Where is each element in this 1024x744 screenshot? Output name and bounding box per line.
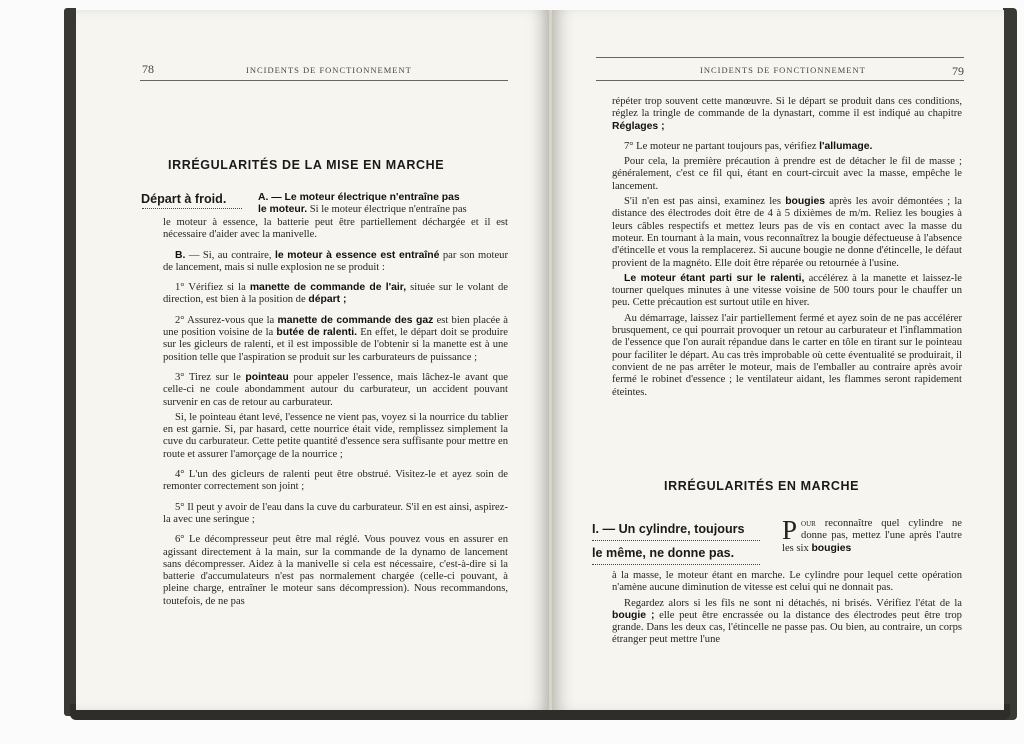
paragraph-i-head xyxy=(782,515,962,558)
i-p2a: Regardez alors si les fils ne sont ni détachés, ni brisés. Vérifiez l'état de la xyxy=(624,597,962,609)
header-rule-right xyxy=(596,80,964,81)
p2-bold1: manette de commande des gaz xyxy=(277,314,434,326)
p2-b: est bien placée à une position voisine de la xyxy=(163,314,508,339)
p1-bold1: manette de commande de l'air, xyxy=(249,282,407,294)
book-cover-right-edge xyxy=(1003,8,1017,720)
side-title-cylindre-2: le même, ne donne pas. xyxy=(592,546,735,560)
i-sc: our xyxy=(801,518,816,529)
a-text: Si le moteur électrique n'entraîne pas xyxy=(307,204,467,216)
p7-c1: S'il n'en est pas ainsi, examinez les xyxy=(624,196,786,208)
p2-a: 2° Assurez-vous que la xyxy=(175,314,278,326)
paragraph-7c xyxy=(612,196,962,270)
p7-a: 7° Le moteur ne partant toujours pas, vérifiez xyxy=(624,140,820,152)
bold-b: le moteur à essence est entraîné xyxy=(274,249,440,261)
i-text1: reconnaître quel cylindre ne donne pas, mettez l'une après l'autre les six xyxy=(782,518,962,554)
bold-a-label2: le moteur. xyxy=(258,204,308,216)
p1-b: située sur le volant de direction, est bien à la position de xyxy=(163,282,508,306)
header-rule-left xyxy=(140,80,508,81)
bold-a-label: A. — Le moteur électrique n'entraîne pas xyxy=(258,192,460,203)
page-number-left: 78 xyxy=(142,62,154,76)
continuation-paragraph xyxy=(612,96,962,133)
i-bold: bougies xyxy=(811,542,852,554)
i-p2b: elle peut être encrassée ou la distance des électrodes peut être trop grande. Dans les deux cas, l'étincelle ne passe pas. Ou bien, au contraire, un corps étranger peut mettre l'une xyxy=(612,609,962,646)
header-rule-right-top xyxy=(596,57,964,58)
paragraph-2 xyxy=(163,315,508,364)
p8-text: accélérez à la manette et laissez-le tourner quelques minutes à une vitesse voisine de 500 tours pour le chauffer un peu. Cette précaution est surtout utile en hiver. xyxy=(612,272,962,309)
c1: répéter trop souvent cette manœuvre. Si le départ se produit dans ces conditions, réglez la tringle de commande de la dynastart, comme il est indiqué au chapitre xyxy=(612,96,962,120)
paragraph-3 xyxy=(163,372,508,409)
p2-c: En effet, le départ doit se produire sur les gicleurs de ralenti, et il est impossible de l'obtenir si la manette est à une position telle que l'aspiration se produit sur les carburateurs de puissance ; xyxy=(163,327,508,363)
side-title-dotted-rule xyxy=(142,208,242,209)
paragraph-5: 5° Il peut y avoir de l'eau dans la cuve du carburateur. S'il en est ainsi, aspirez-la avec une seringue ; xyxy=(163,501,508,525)
p1-a: 1° Vérifiez si la xyxy=(175,282,250,294)
b-text2: par son moteur de lancement, mais si nulle explosion ne se produit : xyxy=(163,249,508,273)
paragraph-i2 xyxy=(612,598,962,647)
p3-a: 3° Tirez sur le xyxy=(175,371,246,383)
p7-c-bold: bougies xyxy=(785,196,826,208)
p3-bold: pointeau xyxy=(245,371,289,383)
side-title-cylindre-1: I. — Un cylindre, toujours xyxy=(592,522,745,536)
p2-bold2: butée de ralenti. xyxy=(276,327,358,339)
paragraph-4: 4° L'un des gicleurs de ralenti peut être obstrué. Visitez-le et ayez soin de remonter correctement son joint ; xyxy=(163,469,508,493)
left-body xyxy=(163,217,508,611)
p3-b: pour appeler l'essence, mais lâchez-le avant que celle-ci ne coule abondamment autour du carburateur, un accident pouvant survenir en cas de retour au carburateur. xyxy=(163,371,508,408)
b-text1: — Si, au contraire, xyxy=(185,249,275,261)
running-head-left: INCIDENTS DE FONCTIONNEMENT xyxy=(246,65,412,75)
running-head-right: INCIDENTS DE FONCTIONNEMENT xyxy=(700,65,866,75)
paragraph-6: 6° Le décompresseur peut être mal réglé. Vous pouvez vous en assurer en agissant directement à la main, sur la commande de la dynamo de lancement sans décompresser. Aidez à la manivelle si cela est nécessaire, c'est-à-dire si la batterie d'accumulateurs n'est pas normalement chargée (celle-ci pouvant, à pleine charge, entraîner le moteur sans décompression). Nous recommandons, toutefois, de ne pas xyxy=(163,534,508,607)
side-title-depart-a-froid: Départ à froid. xyxy=(141,192,227,206)
paragraph-a-head xyxy=(258,192,508,220)
drop-cap: P xyxy=(782,515,798,545)
paragraph-7 xyxy=(612,141,962,153)
paragraph-3-cont: Si, le pointeau étant levé, l'essence ne vient pas, voyez si la nourrice du tablier en est garnie. Si, par hasard, cette nourrice était vide, remplissez simplement la cuve du carburateur. Cette petite quantité d'essence sera suffisante pour mettre en route et assurer l'amorçage de la nourrice ; xyxy=(163,411,508,460)
section-title-en-marche: IRRÉGULARITÉS EN MARCHE xyxy=(664,479,860,493)
p1-bold2: départ ; xyxy=(308,294,347,306)
paragraph-7b: Pour cela, la première précaution à prendre est de détacher le fil de masse ; généralement, c'est ce fil qui, étant en court-circuit avec la masse, empêche le lancement. xyxy=(612,156,962,192)
right-body-top xyxy=(612,96,962,402)
bold-b-label: B. xyxy=(175,249,186,261)
right-body-bottom xyxy=(612,570,962,650)
i-text2: à la masse, le moteur étant en marche. Le cylindre pour lequel cette opération n'amène aucune diminution de vitesse est celui qui ne donnait pas. xyxy=(612,570,962,594)
paragraph-1 xyxy=(163,282,508,307)
p7-bold: l'allumage. xyxy=(819,140,873,152)
paragraph-a-cont: le moteur à essence, la batterie peut être partiellement déchargée et il est nécessaire d'aider avec la manivelle. xyxy=(163,217,508,241)
book-cover-left-edge xyxy=(64,8,76,716)
section-title-mise-en-marche: IRRÉGULARITÉS DE LA MISE EN MARCHE xyxy=(168,158,445,172)
p8-bold: Le moteur étant parti sur le ralenti, xyxy=(624,272,805,284)
paragraph-8 xyxy=(612,273,962,310)
paragraph-9: Au démarrage, laissez l'air partiellement fermé et ayez soin de ne pas accélérer brusquement, ce qui pourrait provoquer un retour au carburateur et l'inflammation de l'essence que l'on aurait répandue dans le carter en tôle en tirant sur le pointeau pour faciliter le départ. Au cas très improbable où cette éventualité se produirait, il convient de ne pas arrêter le moteur, mais de l'emballer au contraire après avoir fermé le robinet d'essence ; le ventilateur aidant, les flammes seront rapidement éteintes. xyxy=(612,312,962,398)
p7-c2: après les avoir démontées ; la distance des électrodes doit être de 4 à 5 dixièmes de m/m. Reliez les bougies à leurs câbles respectifs et mettez leurs pas de vis en contact avec la masse du moteur. En tournant à la main, vous reconnaîtrez la bougie défectueuse à l'absence d'étincelle et vous la remplacerez. Si aucune bougie ne donne d'étincelle, le défaut provient de la magnéto. Elle doit être réparée ou retournée à l'usine. xyxy=(612,196,962,269)
side-title-dotted-rule-1 xyxy=(592,540,760,541)
side-title-dotted-rule-2 xyxy=(592,564,760,565)
left-page xyxy=(76,10,550,710)
c1-bold: Réglages ; xyxy=(612,120,665,132)
i-p2-bold: bougie ; xyxy=(612,609,655,621)
page-number-right: 79 xyxy=(952,64,964,78)
paragraph-b xyxy=(163,250,508,275)
right-page xyxy=(552,10,1004,710)
